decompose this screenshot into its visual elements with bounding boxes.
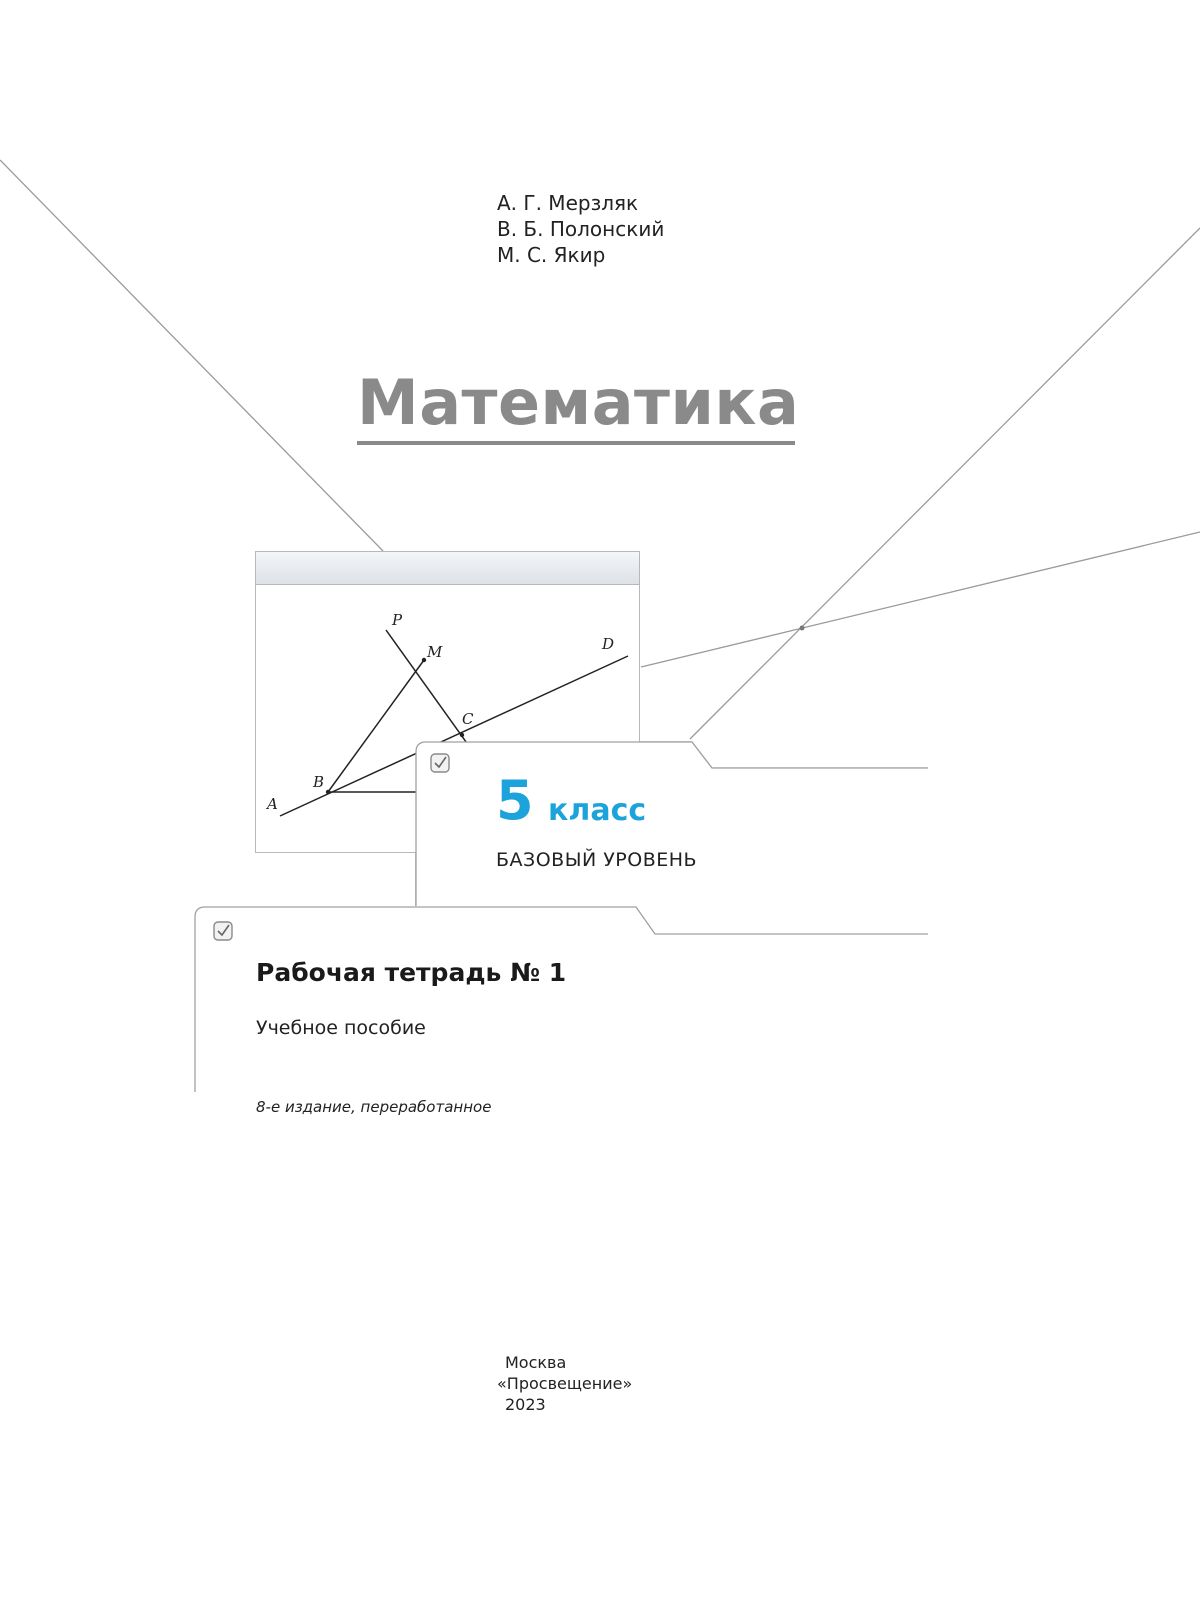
level-label: БАЗОВЫЙ УРОВЕНЬ	[496, 849, 698, 871]
label-C: C	[462, 710, 474, 728]
publisher-info	[497, 1352, 632, 1415]
label-D: D	[602, 635, 615, 653]
author-name: А. Г. Мерзляк	[497, 191, 639, 215]
label-M: M	[427, 643, 443, 661]
publisher-city: Москва	[505, 1353, 567, 1372]
grade-word: класс	[548, 793, 647, 828]
publisher-name: «Просвещение»	[497, 1374, 633, 1393]
author-name: В. Б. Полонский	[497, 217, 665, 241]
checkbox-icon	[431, 754, 449, 772]
author-name: М. С. Якир	[497, 243, 606, 267]
workbook-type: Учебное пособие	[256, 1017, 426, 1039]
label-A: A	[267, 795, 278, 813]
grade-number: 5	[496, 769, 534, 832]
label-P: P	[392, 611, 403, 629]
publisher-year: 2023	[505, 1395, 546, 1414]
edition-note: 8-е издание, переработанное	[256, 1098, 492, 1116]
checkbox-icon	[214, 922, 232, 940]
book-title: Математика	[357, 366, 800, 439]
workbook-title: Рабочая тетрадь № 1	[256, 958, 567, 987]
label-B: B	[313, 773, 325, 791]
